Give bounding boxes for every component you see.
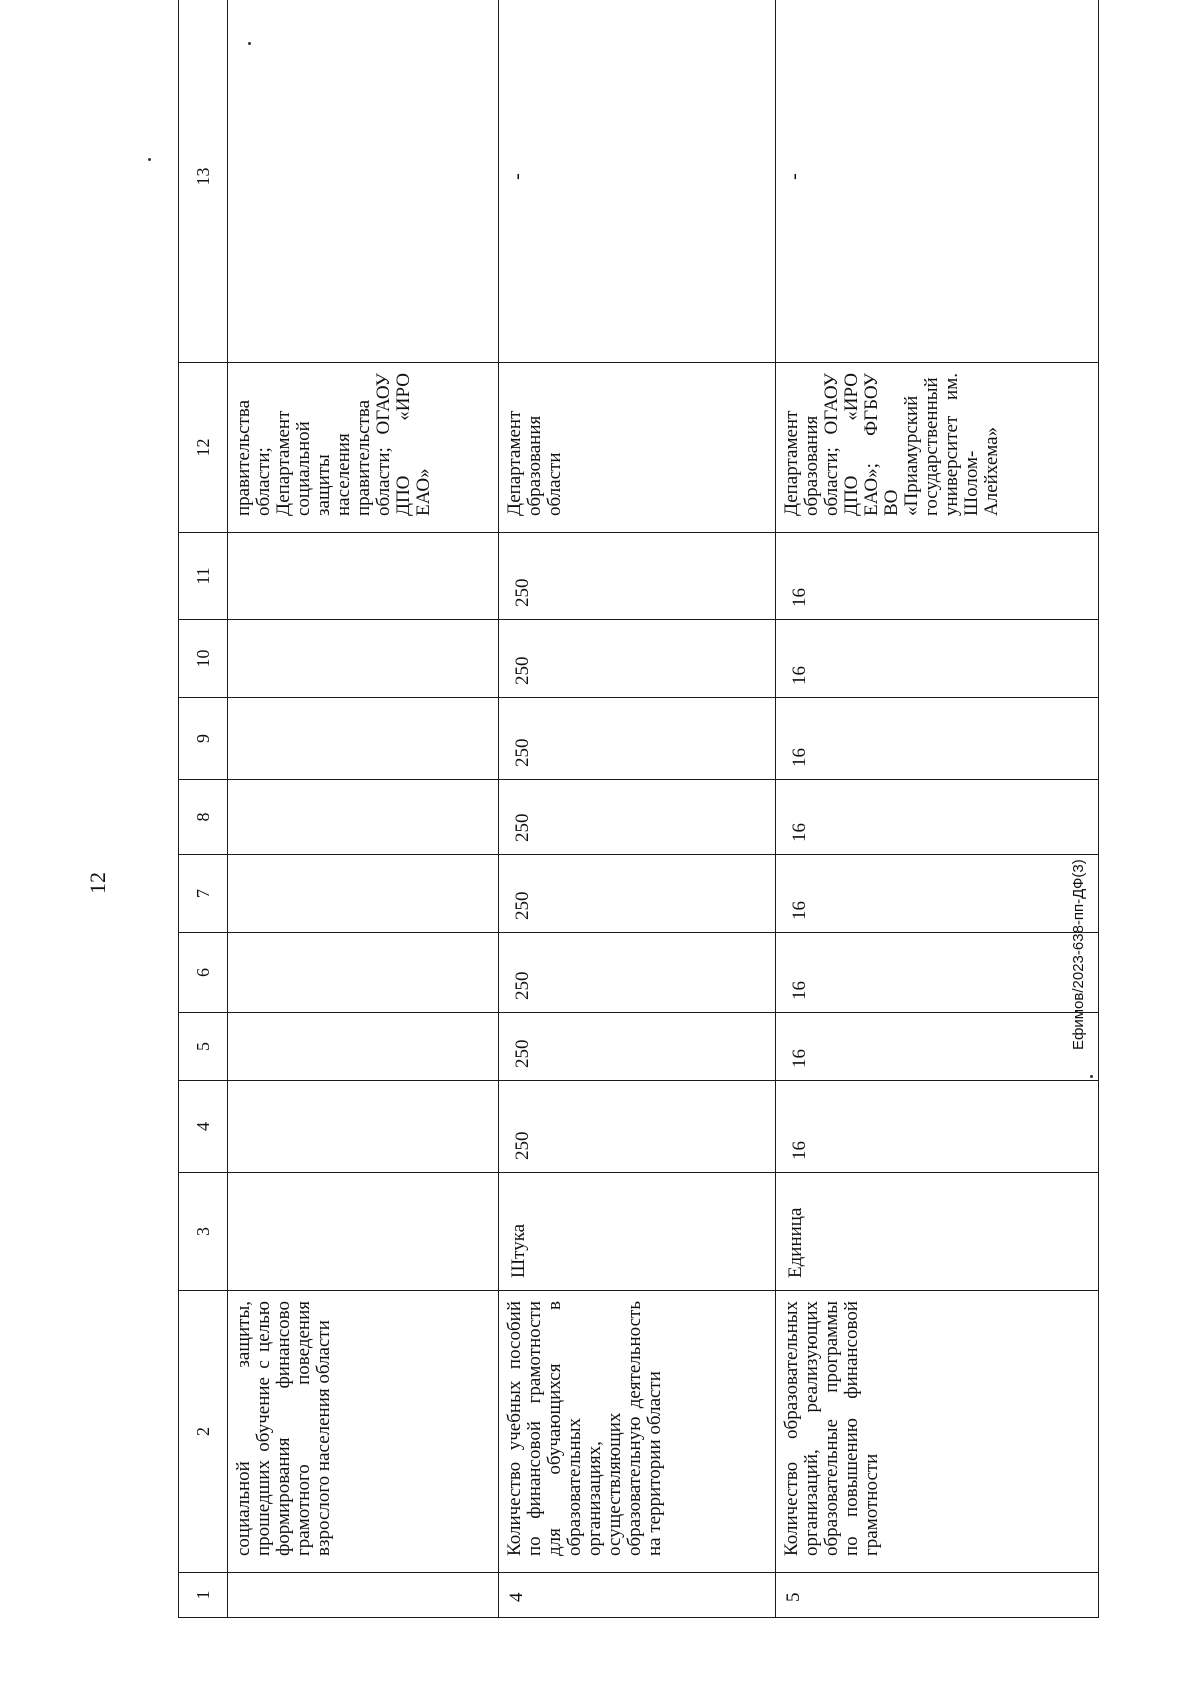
note-cell: - bbox=[499, 0, 776, 363]
value-cell bbox=[228, 1013, 499, 1081]
value-cell bbox=[228, 698, 499, 780]
value-cell: 16 bbox=[776, 855, 1099, 933]
value-cell: 250 bbox=[499, 855, 776, 933]
value-cell: 16 bbox=[776, 698, 1099, 780]
column-header: 1 bbox=[179, 1573, 228, 1618]
value-cell bbox=[228, 933, 499, 1013]
table-row bbox=[228, 0, 499, 1618]
column-header: 3 bbox=[179, 1173, 228, 1291]
value-cell: 250 bbox=[499, 533, 776, 620]
column-header: 4 bbox=[179, 1081, 228, 1173]
column-header: 5 bbox=[179, 1013, 228, 1081]
indicators-table bbox=[178, 0, 1099, 1618]
indicator-name: Количество учебных пособий по финансовой грамотности для обучающихся в образовательных организациях, осуществляющих образовательную деятельность на территории области bbox=[499, 1291, 776, 1573]
column-header: 9 bbox=[179, 698, 228, 780]
scan-speck bbox=[148, 158, 151, 161]
column-header: 10 bbox=[179, 620, 228, 698]
column-header: 13 bbox=[179, 0, 228, 363]
value-cell: 250 bbox=[499, 620, 776, 698]
value-cell bbox=[228, 620, 499, 698]
value-cell: 16 bbox=[776, 533, 1099, 620]
row-number: 4 bbox=[499, 1573, 776, 1618]
value-cell: 16 bbox=[776, 933, 1099, 1013]
value-cell: 250 bbox=[499, 1081, 776, 1173]
indicator-name: социальной защиты, прошедших обучение с целью формирования финансово грамотного поведения взрослого населения области bbox=[228, 1291, 499, 1573]
rotated-table-wrapper bbox=[178, 91, 1096, 1618]
unit-cell bbox=[228, 1173, 499, 1291]
value-cell bbox=[228, 780, 499, 855]
page-number: 12 bbox=[85, 872, 110, 894]
indicator-name: Количество образовательных организаций, реализующих образовательные программы по повышению финансовой грамотности bbox=[776, 1291, 1099, 1573]
value-cell: 16 bbox=[776, 1013, 1099, 1081]
value-cell: 250 bbox=[499, 698, 776, 780]
responsible-cell: Департамент образования области bbox=[499, 363, 776, 533]
value-cell: 250 bbox=[499, 933, 776, 1013]
column-header: 8 bbox=[179, 780, 228, 855]
table-row bbox=[776, 0, 1099, 1618]
row-number: 5 bbox=[776, 1573, 1099, 1618]
value-cell bbox=[228, 1081, 499, 1173]
responsible-cell: Департамент образования области; ОГАОУ ДПО «ИРО ЕАО»; ФГБОУ ВО «Приамурский государственный университет им. Шолом-Алейхема» bbox=[776, 363, 1099, 533]
note-cell: - bbox=[776, 0, 1099, 363]
column-header: 2 bbox=[179, 1291, 228, 1573]
value-cell: 16 bbox=[776, 1081, 1099, 1173]
column-header: 11 bbox=[179, 533, 228, 620]
column-header: 12 bbox=[179, 363, 228, 533]
table-row bbox=[499, 0, 776, 1618]
unit-cell: Единица bbox=[776, 1173, 1099, 1291]
value-cell: 16 bbox=[776, 780, 1099, 855]
value-cell: 16 bbox=[776, 620, 1099, 698]
value-cell: 250 bbox=[499, 1013, 776, 1081]
row-number bbox=[228, 1573, 499, 1618]
responsible-cell: правительства области; Департамент социальной защиты населения правительства области; ОГАОУ ДПО «ИРО ЕАО» bbox=[228, 363, 499, 533]
value-cell: 250 bbox=[499, 780, 776, 855]
unit-cell: Штука bbox=[499, 1173, 776, 1291]
column-header: 6 bbox=[179, 933, 228, 1013]
column-header: 7 bbox=[179, 855, 228, 933]
header-row bbox=[179, 0, 228, 1618]
value-cell bbox=[228, 855, 499, 933]
value-cell bbox=[228, 533, 499, 620]
document-code: Ефимов/2023-638-пп-ДФ(3) bbox=[1070, 859, 1087, 1050]
note-cell bbox=[228, 0, 499, 363]
